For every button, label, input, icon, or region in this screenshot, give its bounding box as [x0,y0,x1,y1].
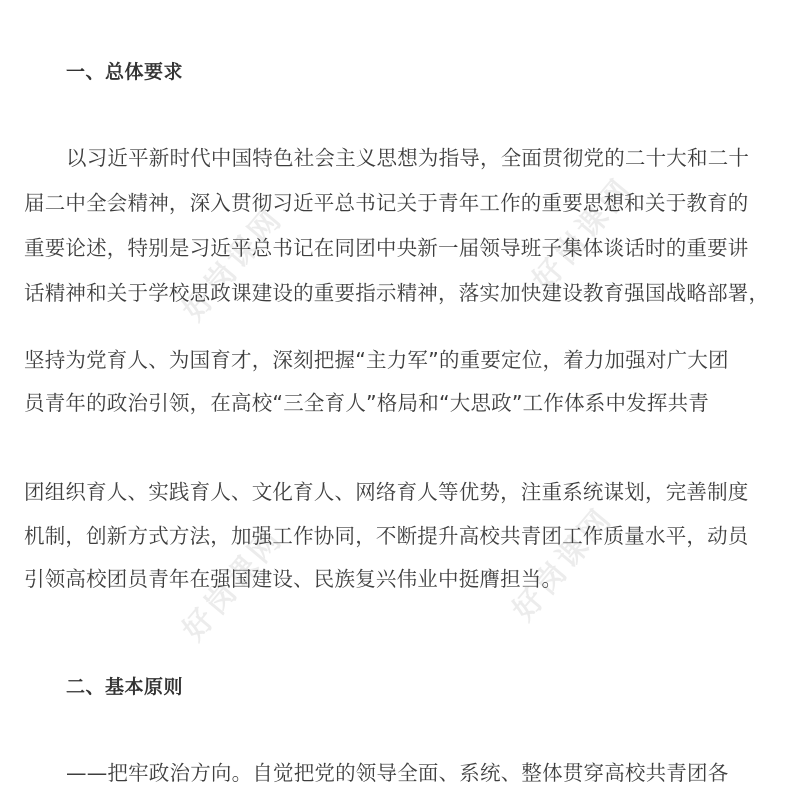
paragraph-line: 坚持为党育人、为国育才，深刻把握“主力军”的重要定位，着力加强对广大团 [24,348,729,372]
paragraph-line: 员青年的政治引领，在高校“三全育人”格局和“大思政”工作体系中发挥共青 [24,391,709,415]
section-heading-basic-principles: 二、基本原则 [66,676,184,698]
paragraph-line: 重要论述，特别是习近平总书记在同团中央新一届领导班子集体谈话时的重要讲 [24,236,749,260]
section-heading-overall-requirements: 一、总体要求 [66,61,184,83]
watermark: 好岗课网 [176,200,291,328]
paragraph-line: 引领高校团员青年在强国建设、民族复兴伟业中挺膺担当。 [24,567,563,591]
paragraph-line: 团组织育人、实践育人、文化育人、网络育人等优势，注重系统谋划，完善制度 [24,480,749,504]
paragraph-line: 机制，创新方式方法，加强工作协同，不断提升高校共青团工作质量水平，动员 [24,524,749,548]
watermark: 好岗课网 [526,170,641,298]
paragraph-line: 届二中全会精神，深入贯彻习近平总书记关于青年工作的重要思想和关于教育的 [24,191,749,215]
paragraph-line: ——把牢政治方向。自觉把党的领导全面、系统、整体贯穿高校共青团各 [66,761,729,785]
watermark: 好岗课网 [176,520,291,648]
paragraph-line: 话精神和关于学校思政课建设的重要指示精神，落实加快建设教育强国战略部署， [24,281,770,305]
watermark: 好岗课网 [506,500,621,628]
paragraph-line: 以习近平新时代中国特色社会主义思想为指导，全面贯彻党的二十大和二十 [66,146,750,170]
